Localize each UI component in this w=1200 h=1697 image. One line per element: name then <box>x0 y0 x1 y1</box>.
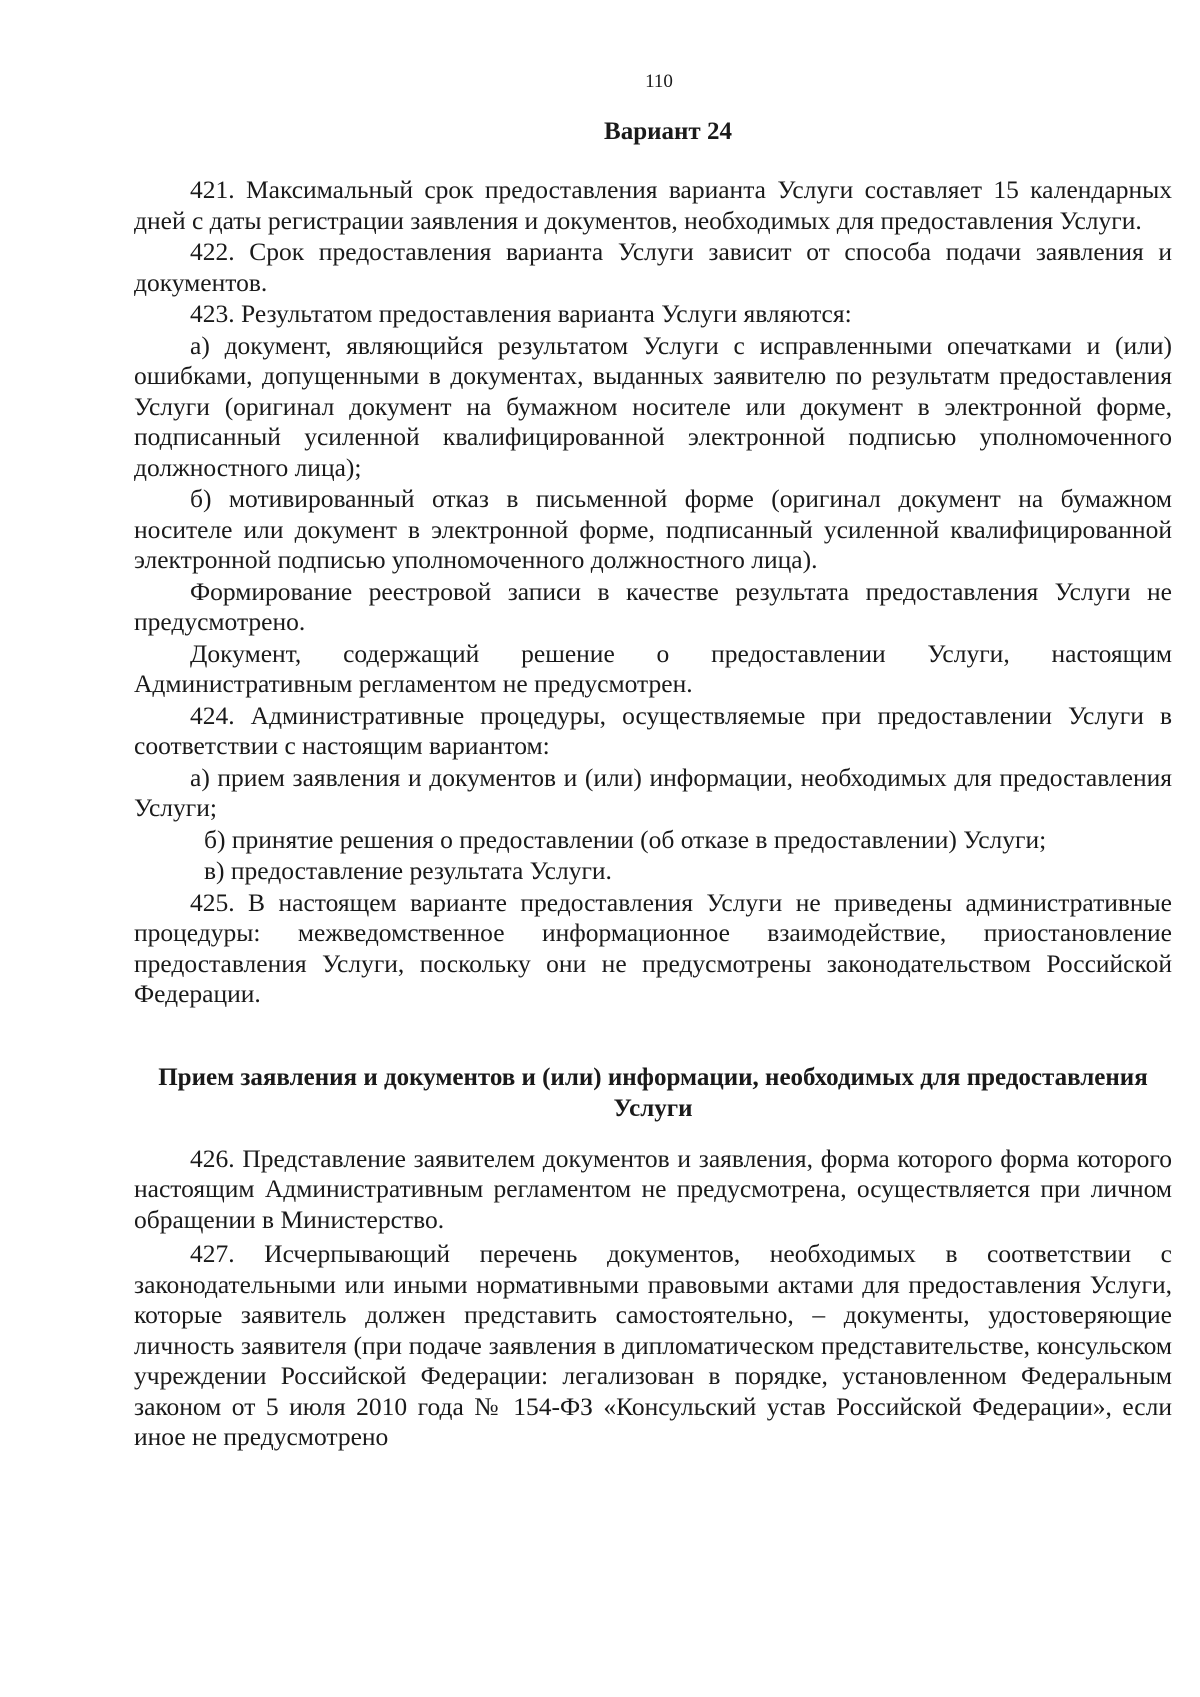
document-page <box>134 70 1172 1454</box>
top-paragraphs <box>134 175 1172 1010</box>
paragraph-424-b: б) принятие решения о предоставлении (об отказе в предоставлении) Услуги; <box>204 824 1047 854</box>
paragraph-425: 425. В настоящем варианте предоставления Услуги не приведены административные процедуры: межведомственное информационное взаимодействие, приостановление предоставления Услуги, поскольку они не предусмотрены законодательством Российской Федерации. <box>134 887 1172 1008</box>
paragraph-423-b: б) мотивированный отказ в письменной форме (оригинал документ на бумажном носителе или документ в электронной форме, подписанный усиленной квалифицированной электронной подписью уполномоченного должностного лица). <box>134 484 1172 574</box>
paragraph-registry-note: Формирование реестровой записи в качестве результата предоставления Услуги не предусмотрено. <box>134 576 1172 636</box>
paragraph-422: 422. Срок предоставления варианта Услуги зависит от способа подачи заявления и документов. <box>134 237 1172 297</box>
paragraph-424: 424. Административные процедуры, осуществляемые при предоставлении Услуги в соответствии с настоящим вариантом: <box>134 700 1172 760</box>
paragraph-421: 421. Максимальный срок предоставления варианта Услуги составляет 15 календарных дней с даты регистрации заявления и документов, необходимых для предоставления Услуги. <box>134 175 1172 235</box>
variant-heading: Вариант 24 <box>604 118 732 145</box>
paragraph-423-a: а) документ, являющийся результатом Услуги с исправленными опечатками и (или) ошибками, допущенными в документах, выданных заявителю по результатм предоставления Услуги (оригинал документ на бумажном носителе или документ в электронной форме, подписанный усиленной квалифицированной электронной подписью уполномоченного должностного лица); <box>134 330 1172 482</box>
page-number: 110 <box>645 71 673 92</box>
paragraph-427: 427. Исчерпывающий перечень документов, необходимых в соответствии с законодательными или иными нормативными правовыми актами для предоставления Услуги, которые заявитель должен представить самостоятельно, – документы, удостоверяющие личность заявителя (при подаче заявления в дипломатическом представительстве, консульском учреждении Российской Федерации: легализован в порядке, установленном Федеральным законом от 5 июля 2010 года № 154-ФЗ «Консульский устав Российской Федерации», если иное не предусмотрено <box>134 1239 1172 1451</box>
paragraph-423: 423. Результатом предоставления варианта Услуги являются: <box>190 299 852 328</box>
paragraph-424-a: а) прием заявления и документов и (или) информации, необходимых для предоставления Услуги; <box>134 762 1172 822</box>
bottom-paragraphs <box>134 1144 1172 1453</box>
paragraph-424-c: в) предоставление результата Услуги. <box>204 856 612 885</box>
paragraph-426: 426. Представление заявителем документов и заявления, форма которого форма которого настоящим Административным регламентом не предусмотрена, осуществляется при личном обращении в Министерство. <box>134 1143 1172 1234</box>
paragraph-decision-note: Документ, содержащий решение о предоставлении Услуги, настоящим Административным регламентом не предусмотрен. <box>134 638 1172 698</box>
section-heading: Прием заявления и документов и (или) информации, необходимых для предоставления Услуги <box>158 1063 1148 1122</box>
